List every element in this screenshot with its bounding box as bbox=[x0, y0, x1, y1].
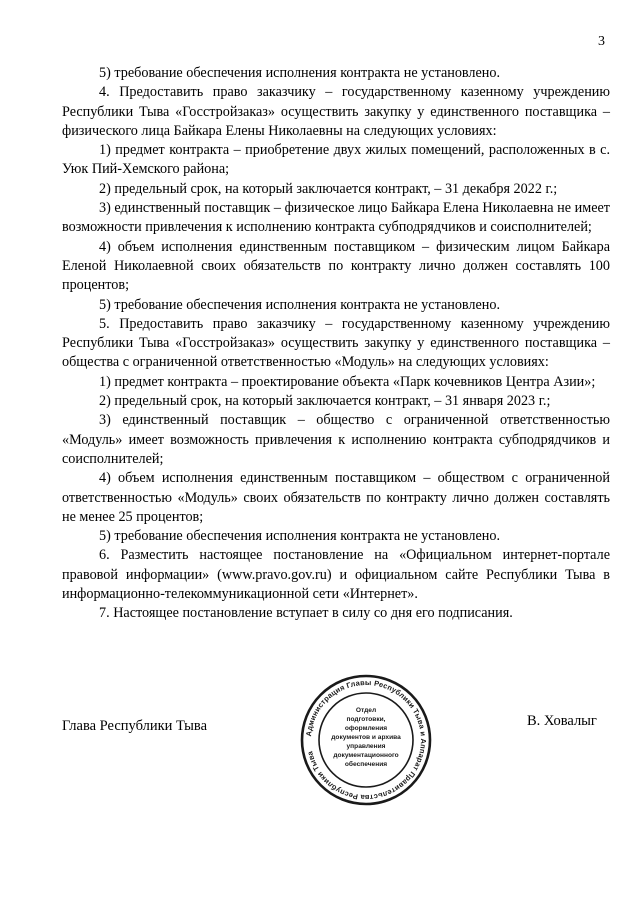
paragraph: 5. Предоставить право заказчику – государственному казенному учреждению Республики Тыва «Госстройзаказ» осуществить закупку у единственного поставщика – общества с ограниченной ответственностью «Модуль» на следующих условиях: bbox=[62, 315, 610, 371]
paragraph: 4) объем исполнения единственным поставщиком – физическим лицом Байкара Еленой Николаевной своих обязательств по контракту лично должен составлять 100 процентов; bbox=[62, 238, 610, 294]
paragraph: 1) предмет контракта – проектирование объекта «Парк кочевников Центра Азии»; bbox=[99, 373, 596, 390]
signatory-title: Глава Республики Тыва bbox=[62, 718, 208, 734]
signatory-name: В. Ховалыг bbox=[527, 713, 597, 729]
paragraph: 5) требование обеспечения исполнения контракта не установлено. bbox=[99, 528, 501, 545]
stamp-center-line: документационного bbox=[333, 752, 399, 759]
paragraph: 3) единственный поставщик – физическое лицо Байкара Елена Николаевна не имеет возможности привлечения к исполнению контракта субподрядчиков и соисполнителей; bbox=[62, 200, 610, 236]
document-body bbox=[62, 64, 610, 624]
paragraph: 2) предельный срок, на который заключается контракт, – 31 декабря 2022 г.; bbox=[99, 180, 558, 197]
stamp-center-line: оформления bbox=[344, 725, 388, 732]
stamp-center-line: Отдел bbox=[355, 707, 377, 714]
paragraph: 7. Настоящее постановление вступает в силу со дня его подписания. bbox=[99, 605, 513, 622]
paragraph: 5) требование обеспечения исполнения контракта не установлено. bbox=[99, 65, 501, 81]
paragraph: 1) предмет контракта – приобретение двух жилых помещений, расположенных в с. Уюк Пий-Хемского района; bbox=[62, 142, 610, 178]
paragraph: 4) объем исполнения единственным поставщиком – обществом с ограниченной ответственностью «Модуль» своих обязательств по контракту лично должен составлять не менее 25 процентов; bbox=[62, 470, 610, 525]
paragraph: 6. Разместить настоящее постановление на «Официальном интернет-портале правовой информации» (www.pravo.gov.ru) и официальном сайте Республики Тыва в информационно-телекоммуникационной сети «Интернет». bbox=[62, 547, 610, 603]
stamp-center-line: обеспечения bbox=[344, 761, 388, 768]
stamp-center-line: документов и архива bbox=[331, 734, 401, 741]
stamp-center-line: управления bbox=[346, 743, 386, 750]
paragraph: 2) предельный срок, на который заключается контракт, – 31 января 2023 г.; bbox=[99, 393, 551, 410]
paragraph: 3) единственный поставщик – общество с ограниченной ответственностью «Модуль» имеет возможность привлечения к исполнению контракта субподрядчиков и соисполнителей; bbox=[62, 412, 610, 467]
official-stamp bbox=[299, 673, 433, 807]
page-number: 3 bbox=[598, 34, 605, 49]
stamp-ring-text: Администрация Главы Республики Тыва и Аппарат Правительства Республики Тыва bbox=[304, 677, 429, 803]
paragraph: 4. Предоставить право заказчику – государственному казенному учреждению Республики Тыва «Госстройзаказ» осуществить закупку у единственного поставщика – физического лица Байкара Елены Николаевны на следующих условиях: bbox=[62, 84, 610, 139]
paragraph: 5) требование обеспечения исполнения контракта не установлено. bbox=[99, 296, 501, 313]
stamp-center-line: подготовки, bbox=[346, 716, 386, 723]
